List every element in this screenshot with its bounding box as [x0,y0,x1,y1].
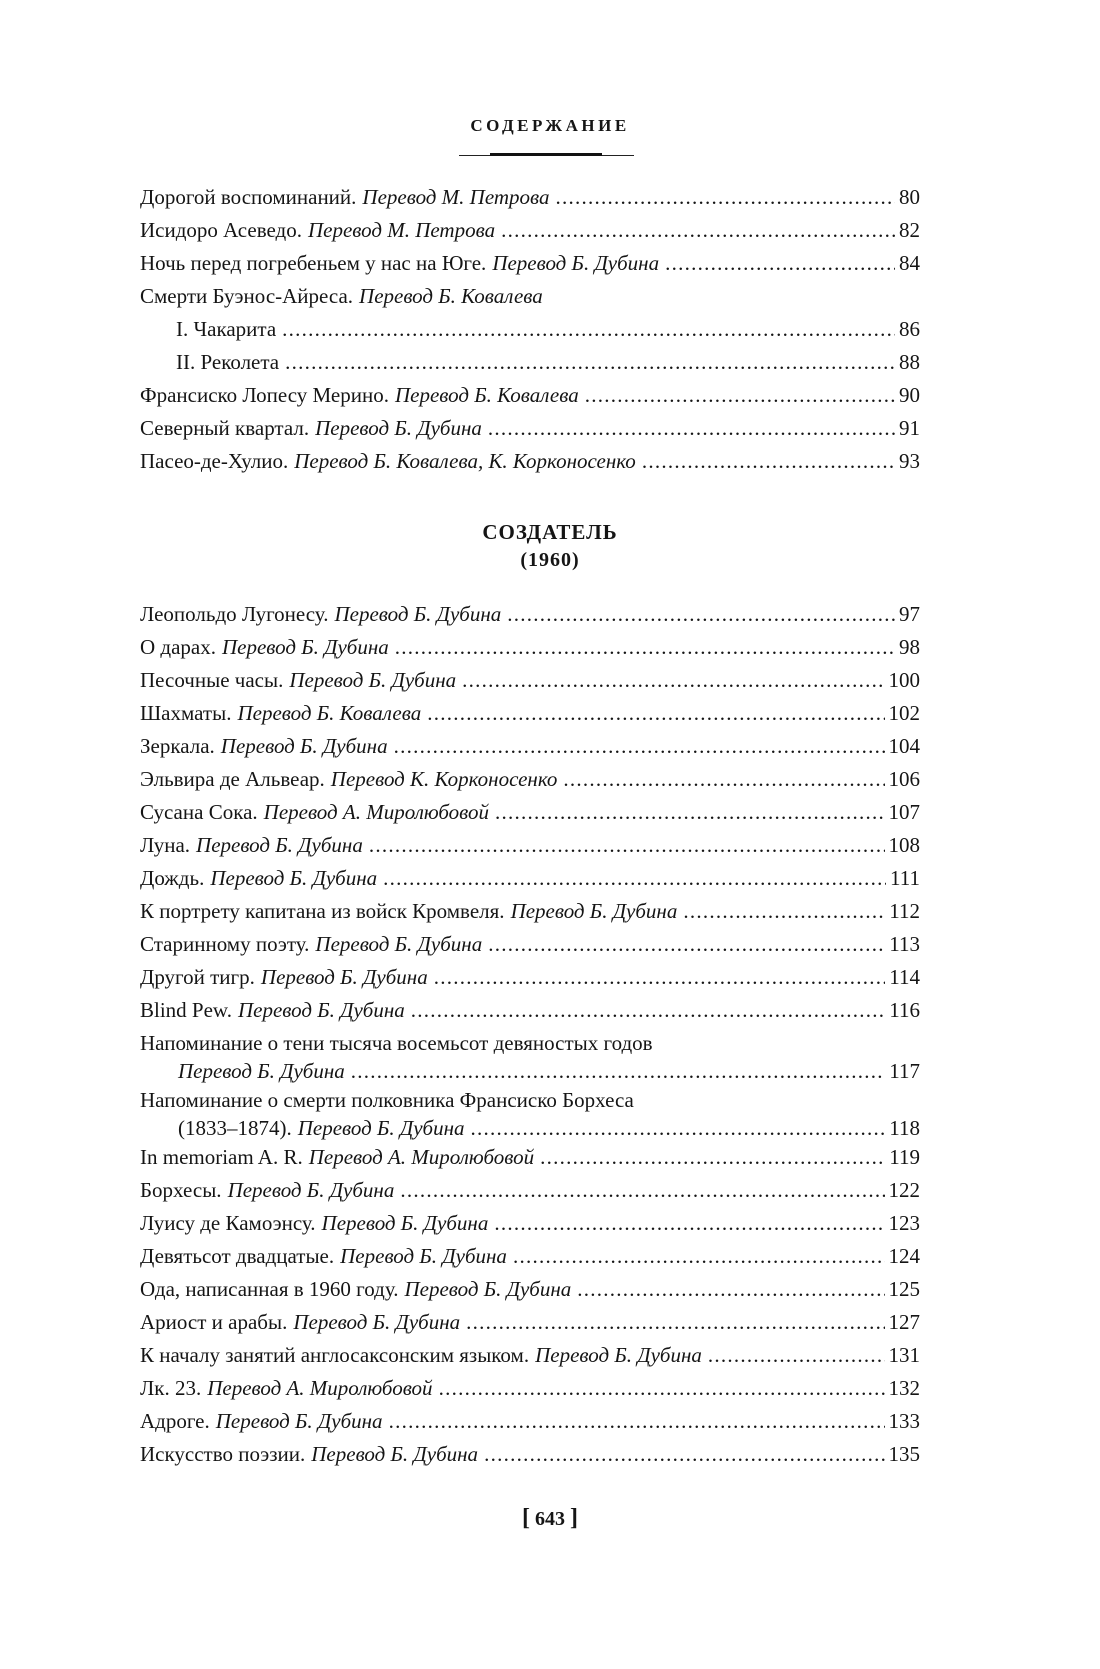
toc-entry-translator: Перевод А. Миролюбовой [263,800,490,824]
toc-entry-title: I. Чакарита [176,317,277,341]
toc-entry-page: 133 [888,1409,920,1433]
toc-entry [140,1141,920,1174]
toc-entry-title: Другой тигр. [140,965,255,989]
toc-entry-title: К началу занятий англосаксонским языком. [140,1343,530,1367]
toc-entry-page: 122 [888,1178,920,1202]
dot-leader [507,598,895,631]
toc-entry-translator: Перевод М. Петрова [362,185,550,209]
toc-entry-title: Северный квартал. [140,416,310,440]
toc-entry-title-continuation: (1833–1874). [178,1116,292,1140]
toc-entry-title: Напоминание о смерти полковника Франсиско Борхеса [140,1088,634,1112]
toc-entry-translator: Перевод Б. Ковалева [394,383,579,407]
toc-entry-translator: Перевод Б. Дубина [340,1244,507,1268]
toc-subentry [140,313,920,346]
toc-list-part2 [140,598,920,1471]
toc-entry-line1 [140,1027,920,1055]
dot-leader [488,928,885,961]
toc-entry-page: 111 [890,866,920,890]
toc-entry-translator: Перевод Б. Дубина [178,1059,345,1083]
toc-entry-translator: Перевод А. Миролюбовой [207,1376,433,1400]
toc-entry-page: 90 [899,383,920,407]
toc-entry-page: 82 [899,218,920,242]
toc-entry-title: Луису де Камоэнсу. [140,1211,316,1235]
toc-entry-title: Луна. [140,833,191,857]
toc-entry-page: 131 [888,1343,920,1367]
toc-entry-translator: Перевод Б. Дубина [297,1116,465,1140]
toc-entry [140,664,920,697]
toc-entry [140,1372,920,1405]
toc-entry [140,796,920,829]
toc-entry-title: Ариост и арабы. [140,1310,288,1334]
section-year: (1960) [520,549,580,571]
toc-entry-translator: Перевод Б. Ковалева, К. Корконосенко [294,449,636,473]
toc-entry-page: 116 [889,998,920,1022]
dot-leader [642,445,895,478]
toc-entry [140,280,920,313]
toc-entry-translator: Перевод Б. Дубина [311,1442,479,1466]
toc-entry-line2 [140,1055,920,1084]
toc-entry-page: 86 [899,317,920,341]
toc-list-part1 [140,181,920,478]
toc-entry-page: 98 [899,635,920,659]
toc-entry-translator: Перевод Б. Дубина [260,965,428,989]
dot-leader [369,829,885,862]
toc-entry-page: 88 [899,350,920,374]
toc-entry-title: Зеркала. [140,734,215,758]
toc-entry-title: Адроге. [140,1409,210,1433]
toc-entry [140,1273,920,1306]
dot-leader [462,664,884,697]
toc-entry-title: Франсиско Лопесу Мерино. [140,383,389,407]
dot-leader [494,1207,884,1240]
page-number [0,1505,1100,1532]
toc-entry-page: 113 [889,932,920,956]
toc-entry-translator: Перевод Б. Дубина [321,1211,489,1235]
toc-entry-translator: Перевод Б. Дубина [404,1277,572,1301]
toc-entry-title: Лк. 23. [140,1376,202,1400]
toc-entry-translator: Перевод Б. Дубина [315,932,483,956]
dot-leader [466,1306,884,1339]
dot-leader [708,1339,885,1372]
toc-entry-translator: Перевод Б. Дубина [227,1178,395,1202]
dot-leader [585,379,895,412]
toc-entry [140,730,920,763]
toc-entry [140,895,920,928]
dot-leader [495,796,884,829]
toc-entry-page: 108 [888,833,920,857]
toc-entry [140,994,920,1027]
folio-bracket-left: [ [522,1505,530,1531]
toc-entry-title: Исидоро Асеведо. [140,218,302,242]
dot-leader [439,1372,885,1405]
dot-leader [484,1438,884,1471]
toc-entry [140,862,920,895]
toc-entry [140,1405,920,1438]
toc-entry-title: Сусана Сока. [140,800,258,824]
toc-entry [140,1174,920,1207]
toc-entry-title: Старинному поэту. [140,932,310,956]
dot-leader [513,1240,885,1273]
toc-entry-page: 106 [888,767,920,791]
toc-entry-translator: Перевод М. Петрова [307,218,496,242]
toc-entry [140,1207,920,1240]
toc-entry-page: 125 [888,1277,920,1301]
toc-entry-title: Blind Pew. [140,998,232,1022]
toc-entry-page: 119 [889,1145,920,1169]
toc-entry-title: Леопольдо Лугонесу. [140,602,329,626]
toc-entry [140,961,920,994]
toc-entry [140,631,920,664]
toc-entry-page: 114 [889,965,920,989]
toc-entry-title: Борхесы. [140,1178,222,1202]
toc-entry-page: 84 [899,251,920,275]
dot-leader [540,1141,885,1174]
running-title: СОДЕРЖАНИЕ [470,116,630,135]
toc-entry-translator: Перевод Б. Дубина [237,998,405,1022]
page-number-value: 643 [535,1508,565,1530]
toc-entry-translator: Перевод Б. Дубина [196,833,363,857]
toc-entry-page: 97 [899,602,920,626]
toc-entry [140,928,920,961]
toc-entry [140,697,920,730]
toc-entry-title: Смерти Буэнос-Айреса. [140,284,354,308]
toc-entry-translator: Перевод Б. Дубина [535,1343,702,1367]
dot-leader [411,994,885,1027]
dot-leader [395,631,895,664]
dot-leader [282,313,895,346]
toc-entry-translator: Перевод Б. Ковалева [359,284,543,308]
toc-entry-title: Напоминание о тени тысяча восемьсот девяностых годов [140,1031,653,1055]
toc-entry-title: К портрету капитана из войск Кромвеля. [140,899,505,923]
toc-entry-translator: Перевод Б. Дубина [334,602,502,626]
toc-entry-title: Дождь. [140,866,205,890]
toc-entry-title: Ночь перед погребеньем у нас на Юге. [140,251,487,275]
toc-entry-page: 124 [888,1244,920,1268]
section-title: СОЗДАТЕЛЬ [482,520,618,544]
toc-entry-translator: Перевод Б. Дубина [293,1310,461,1334]
toc-entry-page: 123 [888,1211,920,1235]
toc-entry [140,1438,920,1471]
toc-subentry [140,346,920,379]
toc-entry [140,181,920,214]
toc-entry-page: 107 [888,800,920,824]
toc-entry-title: Искусство поэзии. [140,1442,306,1466]
toc-entry-translator: Перевод Б. Дубина [510,899,678,923]
toc-entry [140,412,920,445]
dot-leader [285,346,895,379]
toc-entry-page: 100 [888,668,920,692]
toc-entry-translator: Перевод Б. Ковалева [237,701,422,725]
dot-leader [577,1273,884,1306]
toc-entry-page: 132 [888,1376,920,1400]
toc-entry-translator: Перевод К. Корконосенко [330,767,558,791]
dot-leader [556,181,895,214]
toc-entry [140,1339,920,1372]
toc-entry [140,598,920,631]
toc-entry [140,445,920,478]
toc-entry [140,1306,920,1339]
toc-entry-title: Девятьсот двадцатые. [140,1244,335,1268]
dot-leader [683,895,885,928]
toc-entry-page: 118 [889,1116,920,1140]
toc-entry-page: 135 [888,1442,920,1466]
dot-leader [563,763,884,796]
toc-entry-title: Шахматы. [140,701,232,725]
running-title-rule-accent [490,153,602,156]
toc-entry-line1 [140,1084,920,1112]
toc-entry-translator: Перевод Б. Дубина [215,1409,383,1433]
toc-entry-translator: Перевод Б. Дубина [220,734,388,758]
toc-entry-translator: Перевод Б. Дубина [210,866,378,890]
toc-entry-page: 127 [888,1310,920,1334]
dot-leader [427,697,884,730]
toc-entry-translator: Перевод Б. Дубина [315,416,482,440]
toc-entry-title: Эльвира де Альвеар. [140,767,325,791]
toc-entry-page: 104 [888,734,920,758]
toc-entry-title: Песочные часы. [140,668,284,692]
dot-leader [488,412,895,445]
toc-entry [140,829,920,862]
toc-entry-translator: Перевод Б. Дубина [492,251,660,275]
toc-entry-translator: Перевод Б. Дубина [222,635,389,659]
toc-entry-title: О дарах. [140,635,216,659]
toc-entry-page: 93 [899,449,920,473]
toc-entry [140,214,920,247]
toc-entry-page: 80 [899,185,920,209]
dot-leader [389,1405,885,1438]
dot-leader [665,247,895,280]
toc-entry [140,247,920,280]
toc-entry-title: Пасео-де-Хулио. [140,449,289,473]
folio-bracket-right: ] [570,1505,578,1531]
toc-entry-translator: Перевод Б. Дубина [289,668,457,692]
toc-entry-page: 112 [889,899,920,923]
toc-entry-title: Ода, написанная в 1960 году. [140,1277,399,1301]
toc-entry-page: 102 [888,701,920,725]
dot-leader [400,1174,884,1207]
dot-leader [501,214,895,247]
dot-leader [394,730,885,763]
dot-leader [434,961,886,994]
toc-entry-title: In memoriam A. R. [140,1145,303,1169]
toc-entry-title: Дорогой воспоминаний. [140,185,357,209]
dot-leader [383,862,886,895]
toc-entry [140,1240,920,1273]
toc-entry-line2 [140,1112,920,1141]
toc-entry-page: 91 [899,416,920,440]
toc-entry-title: II. Реколета [176,350,280,374]
toc-entry-page: 117 [889,1059,920,1083]
toc-entry-translator: Перевод А. Миролюбовой [308,1145,535,1169]
toc-entry [140,763,920,796]
toc-entry [140,379,920,412]
